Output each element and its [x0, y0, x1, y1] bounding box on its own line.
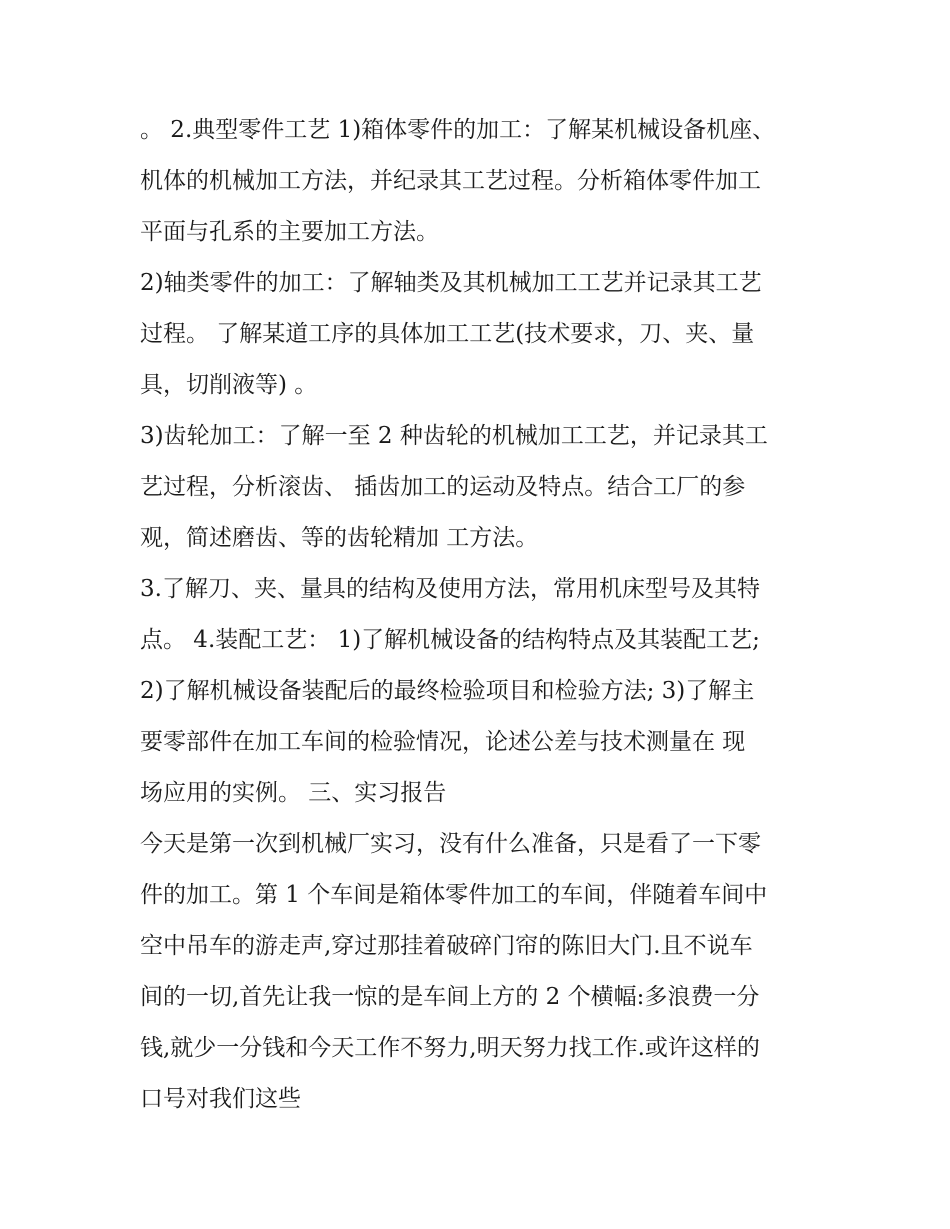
text-line: 3)齿轮加工：了解一至 2 种齿轮的机械加工工艺，并记录其工: [140, 423, 768, 449]
text-line: 间的一切,首先让我一惊的是车间上方的 2 个横幅:多浪费一分: [140, 984, 760, 1010]
text-line: 钱,就少一分钱和今天工作不努力,明天努力找工作.或许这样的: [140, 1035, 760, 1061]
text-line: 观，简述磨齿、等的齿轮精加 工方法。: [140, 525, 539, 551]
text-line: 口号对我们这些: [140, 1086, 301, 1112]
text-line: 空中吊车的游走声,穿过那挂着破碎门帘的陈旧大门.且不说车: [140, 933, 753, 959]
text-line: 机体的机械加工方法，并纪录其工艺过程。分析箱体零件加工: [140, 168, 761, 194]
text-line: 点。 4.装配工艺： 1)了解机械设备的结构特点及其装配工艺;: [140, 627, 760, 653]
text-line: 场应用的实例。 三、实习报告: [140, 780, 447, 806]
text-line: 过程。 了解某道工序的具体加工工艺(技术要求，刀、夹、量: [140, 321, 755, 347]
text-line: 2)了解机械设备装配后的最终检验项目和检验方法; 3)了解主: [140, 678, 755, 704]
text-line: 要零部件在加工车间的检验情况，论述公差与技术测量在 现: [140, 729, 746, 755]
text-line: 2)轴类零件的加工：了解轴类及其机械加工工艺并记录其工艺: [140, 270, 762, 296]
text-line: 具，切削液等) 。: [140, 372, 318, 398]
document-page: [140, 105, 815, 1125]
text-line: 件的加工。第 1 个车间是箱体零件加工的车间，伴随着车间中: [140, 882, 768, 908]
text-line: 。 2.典型零件工艺 1)箱体零件的加工：了解某机械设备机座、: [140, 117, 776, 143]
text-line: 平面与孔系的主要加工方法。: [140, 219, 439, 245]
text-line: 3.了解刀、夹、量具的结构及使用方法，常用机床型号及其特: [140, 576, 760, 602]
text-line: 今天是第一次到机械厂实习，没有什么准备，只是看了一下零: [140, 831, 761, 857]
text-line: 艺过程，分析滚齿、 插齿加工的运动及特点。结合工厂的参: [140, 474, 746, 500]
